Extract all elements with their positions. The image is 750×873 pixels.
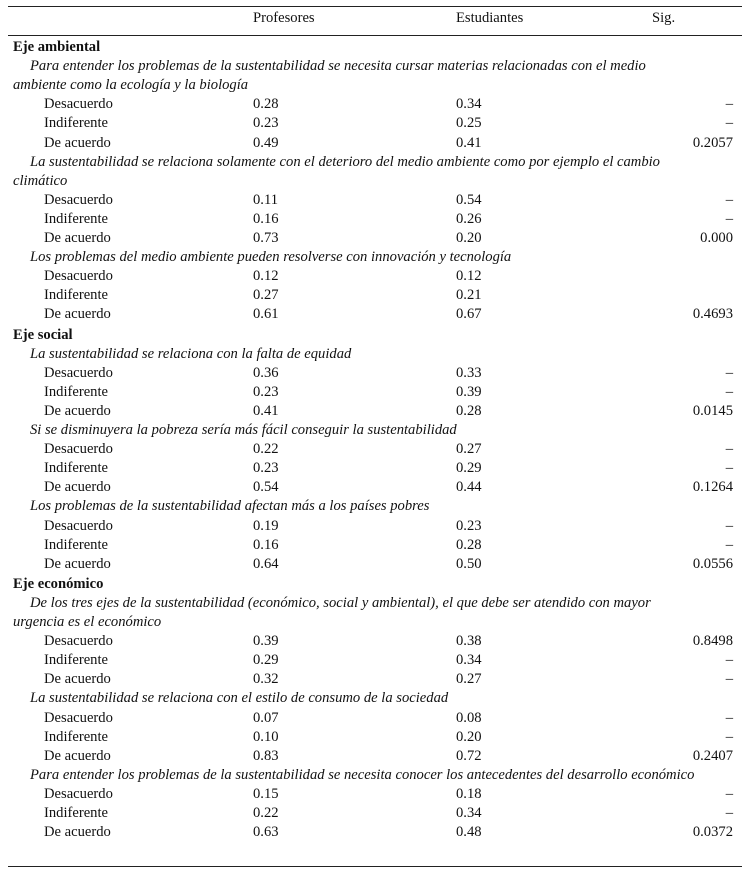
response-label: Indiferente xyxy=(44,652,109,669)
response-label: Desacuerdo xyxy=(44,785,113,802)
response-label: De acuerdo xyxy=(44,555,111,572)
response-label: Indiferente xyxy=(44,728,109,745)
profesores-value: 0.41 xyxy=(253,402,279,419)
profesores-value: 0.49 xyxy=(253,134,279,151)
estudiantes-value: 0.41 xyxy=(456,134,482,151)
response-label: De acuerdo xyxy=(44,230,111,246)
profesores-value: 0.73 xyxy=(253,230,279,246)
response-label: Desacuerdo xyxy=(44,96,113,113)
sig-value: – xyxy=(725,728,733,745)
estudiantes-value: 0.34 xyxy=(456,652,482,669)
response-label: Desacuerdo xyxy=(44,191,113,208)
section-title-text: Eje económico xyxy=(13,575,104,592)
sig-value: – xyxy=(725,383,733,400)
profesores-value: 0.12 xyxy=(253,268,279,285)
sig-value: 0.1264 xyxy=(692,479,733,496)
estudiantes-value: 0.72 xyxy=(456,747,482,764)
question-text: Si se disminuyera la pobreza sería más fácil conseguir la sustentabilidad xyxy=(30,422,457,438)
question-text: urgencia es el económico xyxy=(13,614,162,630)
response-label: Desacuerdo xyxy=(44,364,113,381)
question-text: Para entender los problemas de la sustentabilidad se necesita cursar materias relacionadas con el medio xyxy=(30,58,646,75)
estudiantes-value: 0.27 xyxy=(456,441,482,458)
profesores-value: 0.23 xyxy=(253,383,279,400)
response-label: Indiferente xyxy=(44,210,109,227)
sig-value: 0.0556 xyxy=(692,555,733,572)
profesores-value: 0.27 xyxy=(253,287,279,304)
profesores-value: 0.15 xyxy=(253,785,279,802)
response-label: De acuerdo xyxy=(44,671,111,688)
sig-value: – xyxy=(725,210,733,227)
sig-value: 0.2407 xyxy=(692,747,733,764)
estudiantes-value: 0.27 xyxy=(456,671,482,688)
response-label: Indiferente xyxy=(44,115,109,132)
response-label: Indiferente xyxy=(44,460,109,477)
sig-value: 0.0372 xyxy=(692,824,733,841)
response-label: Desacuerdo xyxy=(44,517,113,534)
estudiantes-value: 0.38 xyxy=(456,633,482,650)
sig-value: – xyxy=(725,785,733,802)
estudiantes-value: 0.33 xyxy=(456,364,482,381)
header-profesores: Profesores xyxy=(253,10,315,26)
header-rule xyxy=(8,35,742,36)
sig-value: 0.4693 xyxy=(692,306,733,323)
response-label: Indiferente xyxy=(44,536,109,553)
header-estudiantes: Estudiantes xyxy=(456,10,524,26)
estudiantes-value: 0.26 xyxy=(456,210,482,227)
profesores-value: 0.23 xyxy=(253,460,279,477)
response-label: De acuerdo xyxy=(44,479,111,496)
estudiantes-value: 0.48 xyxy=(456,824,482,841)
top-rule xyxy=(8,6,742,7)
sig-value: – xyxy=(725,441,733,458)
sig-value: – xyxy=(725,671,733,688)
sig-value: – xyxy=(725,517,733,534)
estudiantes-value: 0.12 xyxy=(456,268,482,285)
profesores-value: 0.29 xyxy=(253,652,279,669)
bottom-rule xyxy=(8,866,742,867)
estudiantes-value: 0.08 xyxy=(456,709,482,726)
question-text: La sustentabilidad se relaciona con el estilo de consumo de la sociedad xyxy=(30,690,449,707)
profesores-value: 0.22 xyxy=(253,441,279,458)
question-text: Para entender los problemas de la sustentabilidad se necesita conocer los antecedentes del desarrollo económico xyxy=(30,766,695,783)
profesores-value: 0.64 xyxy=(253,555,279,572)
profesores-value: 0.10 xyxy=(253,728,279,745)
estudiantes-value: 0.54 xyxy=(456,191,482,208)
question-text: Los problemas de la sustentabilidad afectan más a los países pobres xyxy=(30,498,430,515)
profesores-value: 0.32 xyxy=(253,671,279,688)
response-label: De acuerdo xyxy=(44,306,111,323)
estudiantes-value: 0.28 xyxy=(456,402,482,419)
profesores-value: 0.39 xyxy=(253,633,279,650)
header-sig: Sig. xyxy=(652,10,676,26)
profesores-value: 0.16 xyxy=(253,536,279,553)
profesores-value: 0.19 xyxy=(253,517,279,534)
estudiantes-value: 0.20 xyxy=(456,728,482,745)
profesores-value: 0.28 xyxy=(253,96,279,113)
estudiantes-value: 0.50 xyxy=(456,555,482,572)
response-label: Desacuerdo xyxy=(44,441,113,458)
estudiantes-value: 0.67 xyxy=(456,306,482,323)
question-text: ambiente como la ecología y la biología xyxy=(13,77,249,94)
profesores-value: 0.54 xyxy=(253,479,279,496)
sig-value: 0.2057 xyxy=(692,134,733,151)
question-text: climático xyxy=(13,172,68,189)
estudiantes-value: 0.44 xyxy=(456,479,482,496)
response-label: De acuerdo xyxy=(44,824,111,841)
sig-value: 0.8498 xyxy=(692,633,733,650)
profesores-value: 0.16 xyxy=(253,210,279,227)
sig-value: – xyxy=(725,536,733,553)
question-text: La sustentabilidad se relaciona solamente con el deterioro del medio ambiente como por ejemplo el cambio xyxy=(30,153,660,170)
estudiantes-value: 0.34 xyxy=(456,805,482,821)
estudiantes-value: 0.20 xyxy=(456,230,482,246)
estudiantes-value: 0.39 xyxy=(456,383,482,400)
sig-value: – xyxy=(725,805,733,821)
sig-value: – xyxy=(725,460,733,477)
profesores-value: 0.23 xyxy=(253,115,279,132)
profesores-value: 0.07 xyxy=(253,709,279,726)
sig-value: – xyxy=(725,96,733,113)
profesores-value: 0.11 xyxy=(253,191,278,208)
response-label: Desacuerdo xyxy=(44,709,113,726)
profesores-value: 0.22 xyxy=(253,805,279,821)
response-label: De acuerdo xyxy=(44,747,111,764)
response-label: Desacuerdo xyxy=(44,633,113,650)
section-title-text: Eje social xyxy=(13,326,73,343)
response-label: Indiferente xyxy=(44,383,109,400)
sig-value: 0.000 xyxy=(700,230,733,246)
response-label: De acuerdo xyxy=(44,134,111,151)
estudiantes-value: 0.34 xyxy=(456,96,482,113)
response-label: Indiferente xyxy=(44,805,109,821)
profesores-value: 0.36 xyxy=(253,364,279,381)
profesores-value: 0.61 xyxy=(253,306,279,323)
sig-value: 0.0145 xyxy=(692,402,733,419)
estudiantes-value: 0.28 xyxy=(456,536,482,553)
estudiantes-value: 0.21 xyxy=(456,287,482,304)
response-label: Indiferente xyxy=(44,287,109,304)
question-text: Los problemas del medio ambiente pueden resolverse con innovación y tecnología xyxy=(30,249,512,266)
profesores-value: 0.63 xyxy=(253,824,279,841)
question-text: De los tres ejes de la sustentabilidad (económico, social y ambiental), el que debe ser atendido con mayor xyxy=(30,594,651,611)
sig-value: – xyxy=(725,652,733,669)
section-title-text: Eje ambiental xyxy=(13,39,101,55)
sig-value: – xyxy=(725,709,733,726)
question-text: La sustentabilidad se relaciona con la falta de equidad xyxy=(30,345,352,362)
estudiantes-value: 0.25 xyxy=(456,115,482,132)
estudiantes-value: 0.18 xyxy=(456,785,482,802)
response-label: De acuerdo xyxy=(44,402,111,419)
sig-value: – xyxy=(725,191,733,208)
profesores-value: 0.83 xyxy=(253,747,279,764)
sig-value: – xyxy=(725,364,733,381)
response-label: Desacuerdo xyxy=(44,268,113,285)
sig-value: – xyxy=(725,115,733,132)
estudiantes-value: 0.23 xyxy=(456,517,482,534)
estudiantes-value: 0.29 xyxy=(456,460,482,477)
